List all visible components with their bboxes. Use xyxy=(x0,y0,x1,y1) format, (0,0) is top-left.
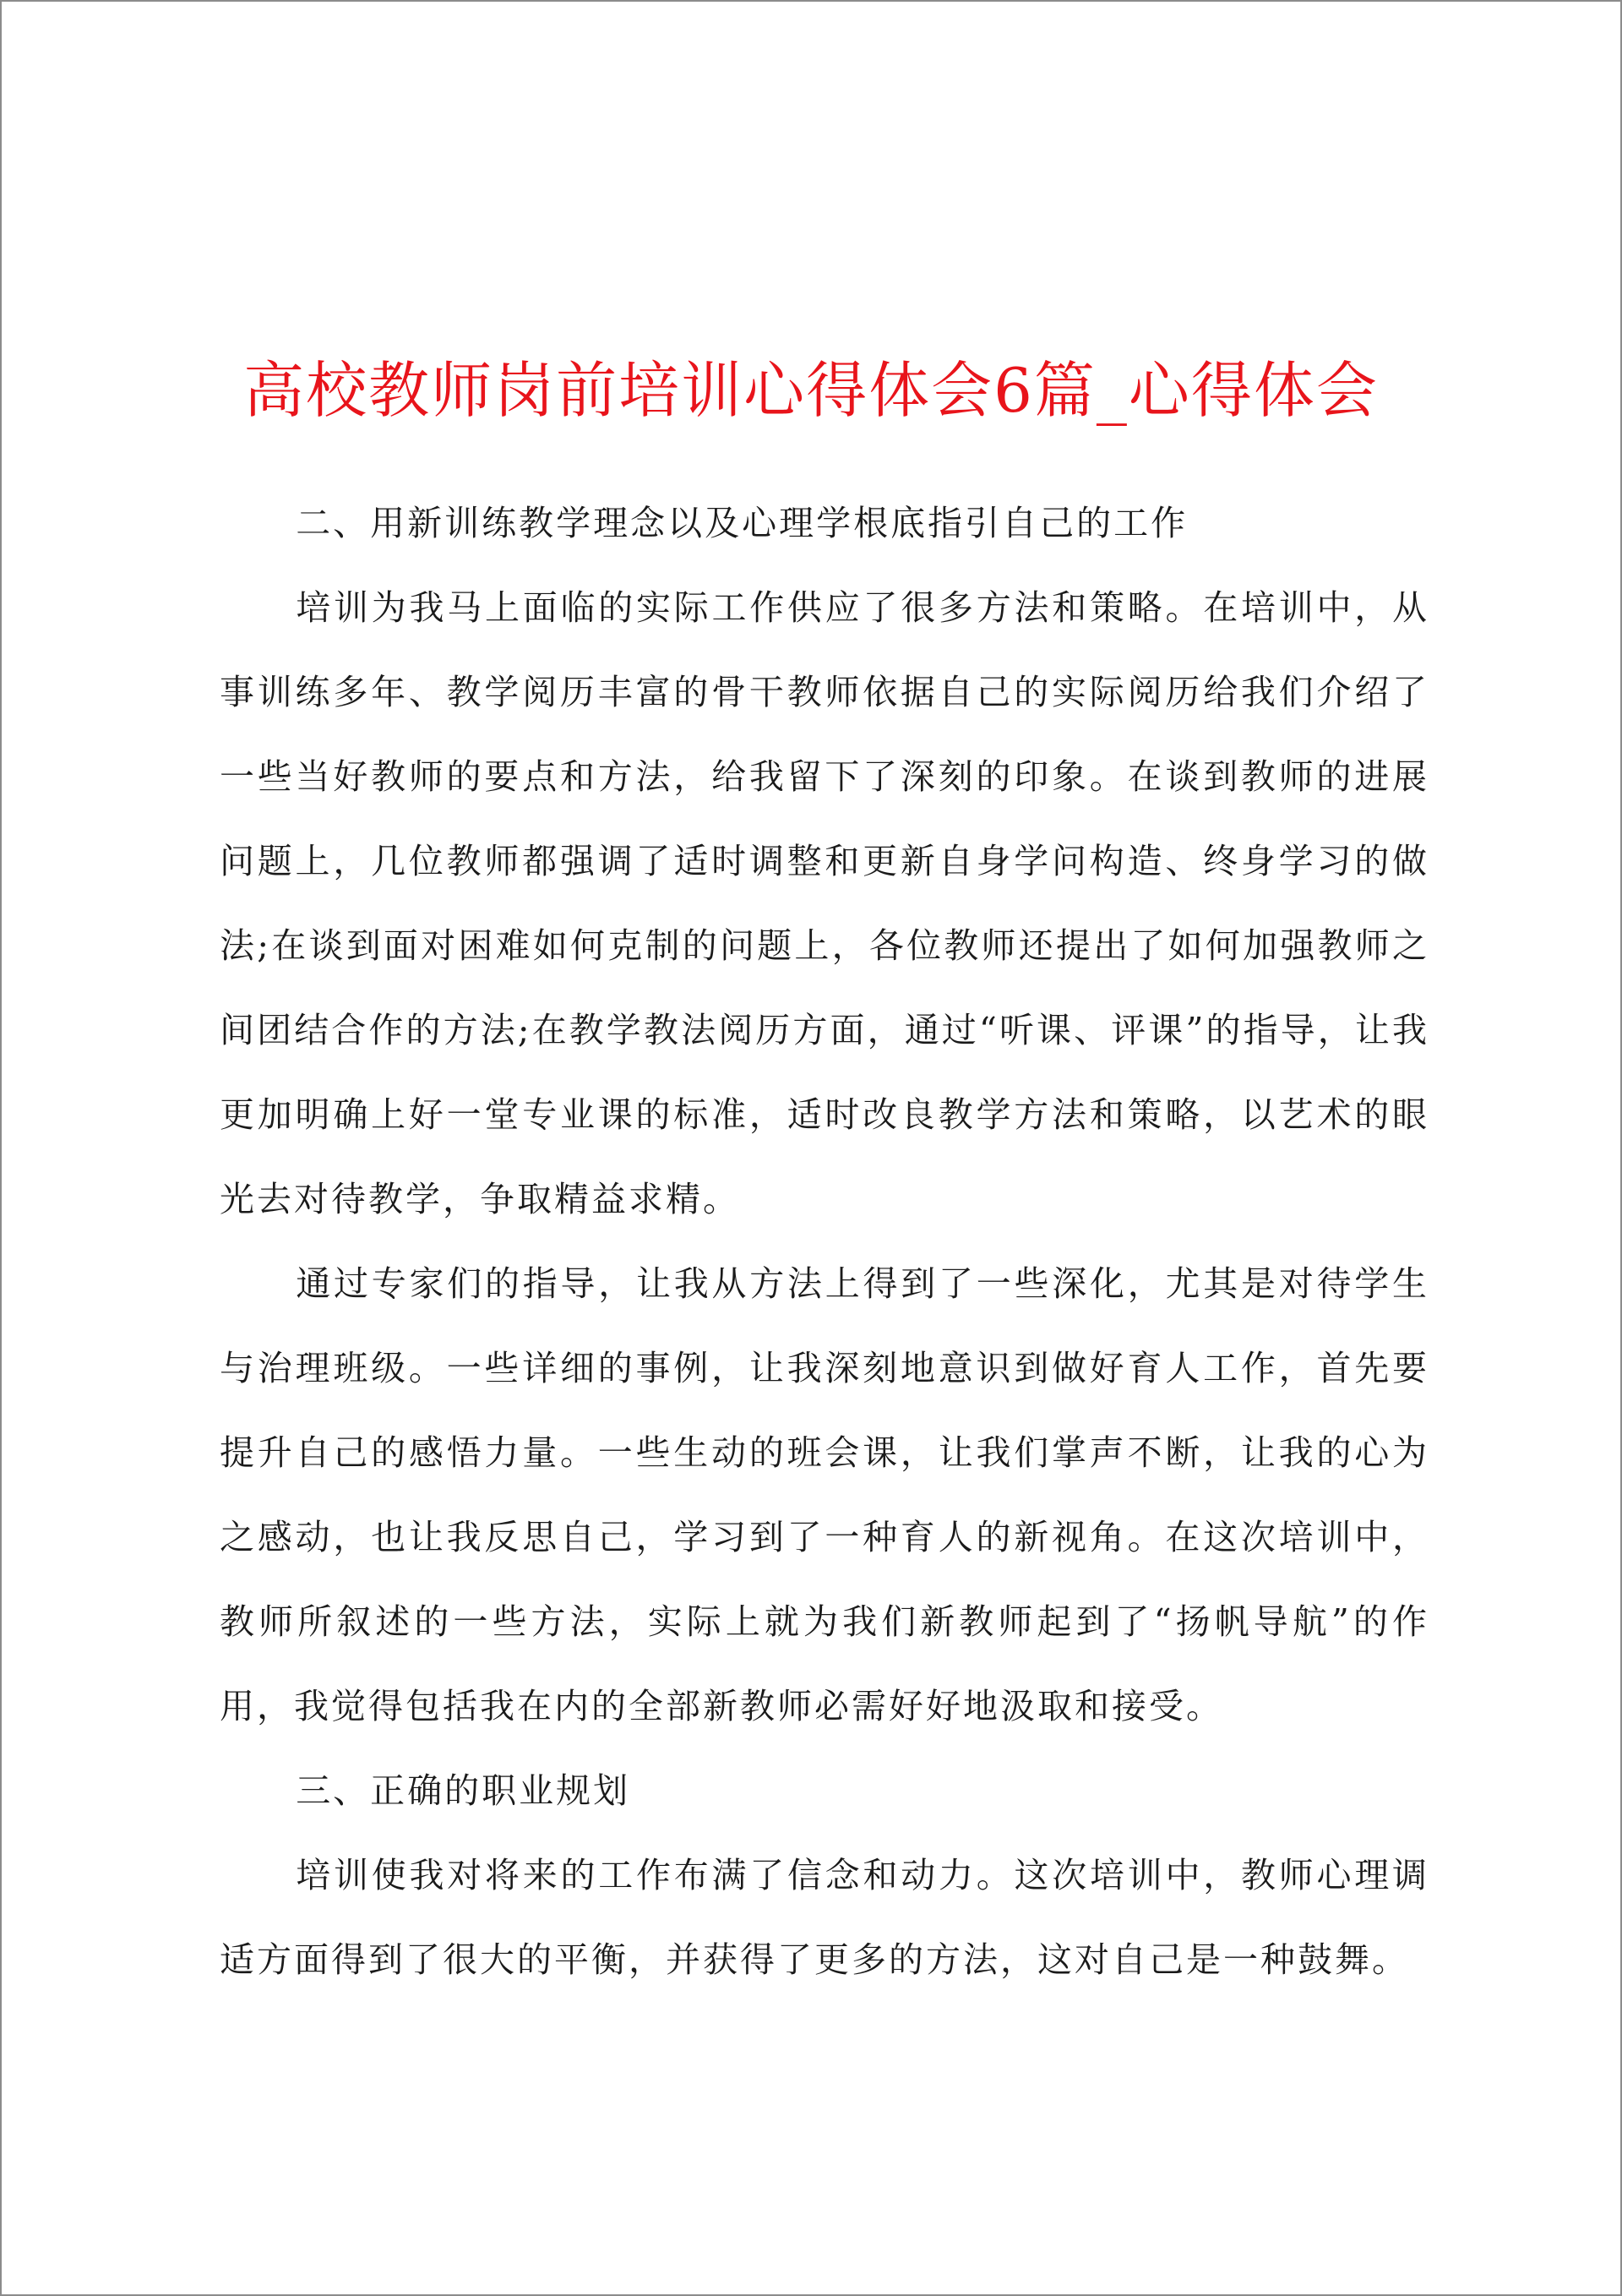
paragraph-expert-guidance: 通过专家们的指导，让我从方法上得到了一些深化，尤其是对待学生与治理班级。一些详细的事例，让我深刻地意识到做好育人工作，首先要提升自己的感悟力量。一些生动的班会课，让我们掌声不断，让我的心为之感动，也让我反思自己，学习到了一种育人的新视角。在这次培训中，教师所叙述的一些方法，实际上就为我们新教师起到了“扬帆导航”的作用，我觉得包括我在内的全部新教师必需好好地汲取和接受。 xyxy=(220,1263,1429,1726)
section-heading-two: 二、用新训练教学理念以及心理学根底指引自己的工作 xyxy=(296,503,1189,543)
document-title: 高校教师岗前培训心得体会6篇_心得体会 xyxy=(243,355,1379,426)
section-heading-three: 三、正确的职业规划 xyxy=(296,1770,631,1811)
document-body xyxy=(220,481,1429,2002)
paragraph-training-methods: 培训为我马上面临的实际工作供应了很多方法和策略。在培训中，从事训练多年、教学阅历丰富的骨干教师依据自己的实际阅历给我们介绍了一些当好教师的要点和方法，给我留下了深刻的印象。在谈到教师的进展问题上，几位教师都强调了适时调整和更新自身学问构造、终身学习的做法;在谈到面对困难如何克制的问题上，各位教师还提出了如何加强教师之间团结合作的方法;在教学教法阅历方面，通过“听课、评课”的指导，让我更加明确上好一堂专业课的标准，适时改良教学方法和策略，以艺术的眼光去对待教学，争取精益求精。 xyxy=(220,587,1429,1219)
paragraph-career-confidence: 培训使我对将来的工作布满了信念和动力。这次培训中，教师心理调适方面得到了很大的平衡，并获得了更多的方法，这对自己是一种鼓舞。 xyxy=(220,1855,1429,1980)
